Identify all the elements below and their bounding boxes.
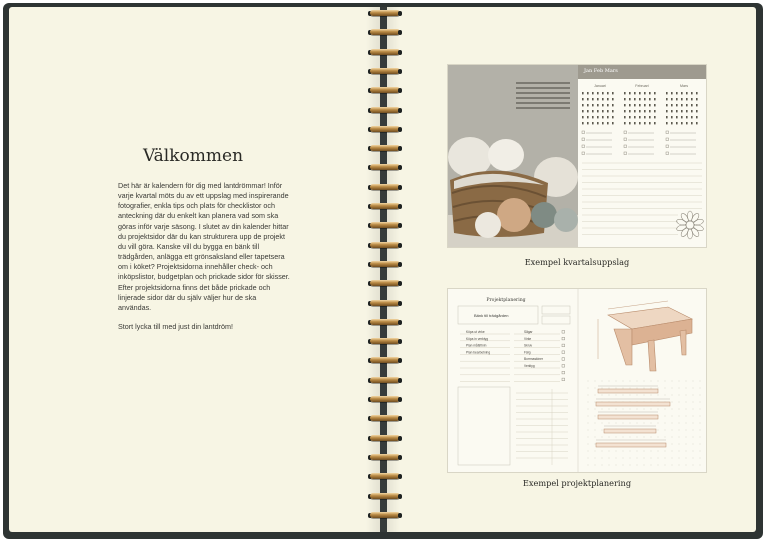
shopping-item: Verktyg [524, 364, 535, 368]
checklist-item: Plan bearbetning [466, 350, 491, 355]
shopping-item: Virke [524, 336, 532, 341]
calendar-note-lines [582, 163, 702, 235]
flower-doodle [676, 211, 704, 239]
intro-signoff: Stort lycka till med just din lantdröm! [118, 322, 234, 332]
project-name: Bänk till trädgården [474, 313, 509, 318]
binding-ring [368, 414, 402, 423]
binding-ring [368, 434, 402, 443]
binding-ring [368, 472, 402, 481]
binding-ring [368, 453, 402, 462]
shopping-item: Skruv [524, 343, 533, 348]
budget-table [516, 389, 568, 465]
binding-ring [368, 356, 402, 365]
binding-ring [368, 337, 402, 346]
checklist-item: Plan måttritnin [466, 343, 487, 348]
quarterly-example-caption: Exempel kvartalsuppslag [524, 257, 630, 267]
binding-ring [368, 221, 402, 230]
plank-cut-list [596, 386, 670, 447]
calendar-header-title: Jan Feb Mars [584, 68, 618, 74]
yarn-basket-photo [448, 65, 578, 247]
binding-ring [368, 395, 402, 404]
month-label-1: Januari [594, 84, 606, 88]
shopping-item: Sågar [524, 330, 533, 334]
project-shopping-list [514, 330, 565, 382]
intro-text [118, 181, 290, 332]
binding-ring [368, 241, 402, 250]
month-label-2: Februari [635, 84, 649, 88]
checklist-item: Köpa ut virke [466, 330, 485, 334]
bench-sketch [598, 301, 692, 371]
photo-caption-lines [516, 82, 570, 112]
binding-ring [368, 67, 402, 76]
project-planning-example [448, 289, 706, 472]
quarterly-spread-example [448, 65, 706, 247]
form-title: Projektplanering [486, 298, 526, 303]
binding-ring [368, 318, 402, 327]
binding-ring [368, 376, 402, 385]
page-title: Välkommen [142, 146, 244, 166]
binding-ring [368, 144, 402, 153]
project-example-caption: Exempel projektplanering [522, 478, 632, 488]
binding-ring [368, 260, 402, 269]
project-checklist [460, 330, 510, 382]
sketch-dot-grid [588, 381, 701, 466]
binding-ring [368, 279, 402, 288]
intro-paragraph: Det här är kalendern för dig med lantdrömmar! Inför varje kvartal möts du av ett uppslag med inspirerande fotografier, enkla tips och plats för checklistor och anteckning där du enkelt kan planera vad som ska göras inför varje säsong. I slutet av din kalender hittar du projektsidor där du kan strukturera upp de projekt du vill göra. Kanske vill du bygga en bänk till trädgården, anlägga ett grönsaksland eller tapetsera om i köket? Projektsidorna innehåller check- och inköpslistor, budgetplan och prickade sidor för skisser. Efter projektsidorna finns det både prickade och linjerade sidor där du själv väljer hur de ska användas. [118, 181, 290, 312]
project-planning-page [448, 289, 706, 472]
binding-ring [368, 299, 402, 308]
calendar-checklists [582, 131, 696, 155]
binding-ring [368, 48, 402, 57]
binding-ring [368, 86, 402, 95]
shopping-item: Borrmaskiner [524, 357, 543, 362]
binding-ring [368, 106, 402, 115]
binding-ring [368, 28, 402, 37]
shopping-item: Färg [524, 350, 531, 355]
binding-ring [368, 125, 402, 134]
month-label-3: Mars [680, 84, 688, 88]
checklist-item: Köpa in verktyg [466, 336, 488, 341]
calendar-day-dots [582, 92, 698, 124]
spiral-binding [368, 9, 402, 529]
calendar-panel [578, 65, 706, 247]
binding-ring [368, 202, 402, 211]
binding-ring [368, 183, 402, 192]
binding-ring [368, 163, 402, 172]
binding-ring [368, 492, 402, 501]
calendar-grid [578, 65, 706, 247]
binding-ring [368, 9, 402, 18]
notes-box [458, 387, 510, 465]
binding-ring [368, 511, 402, 520]
